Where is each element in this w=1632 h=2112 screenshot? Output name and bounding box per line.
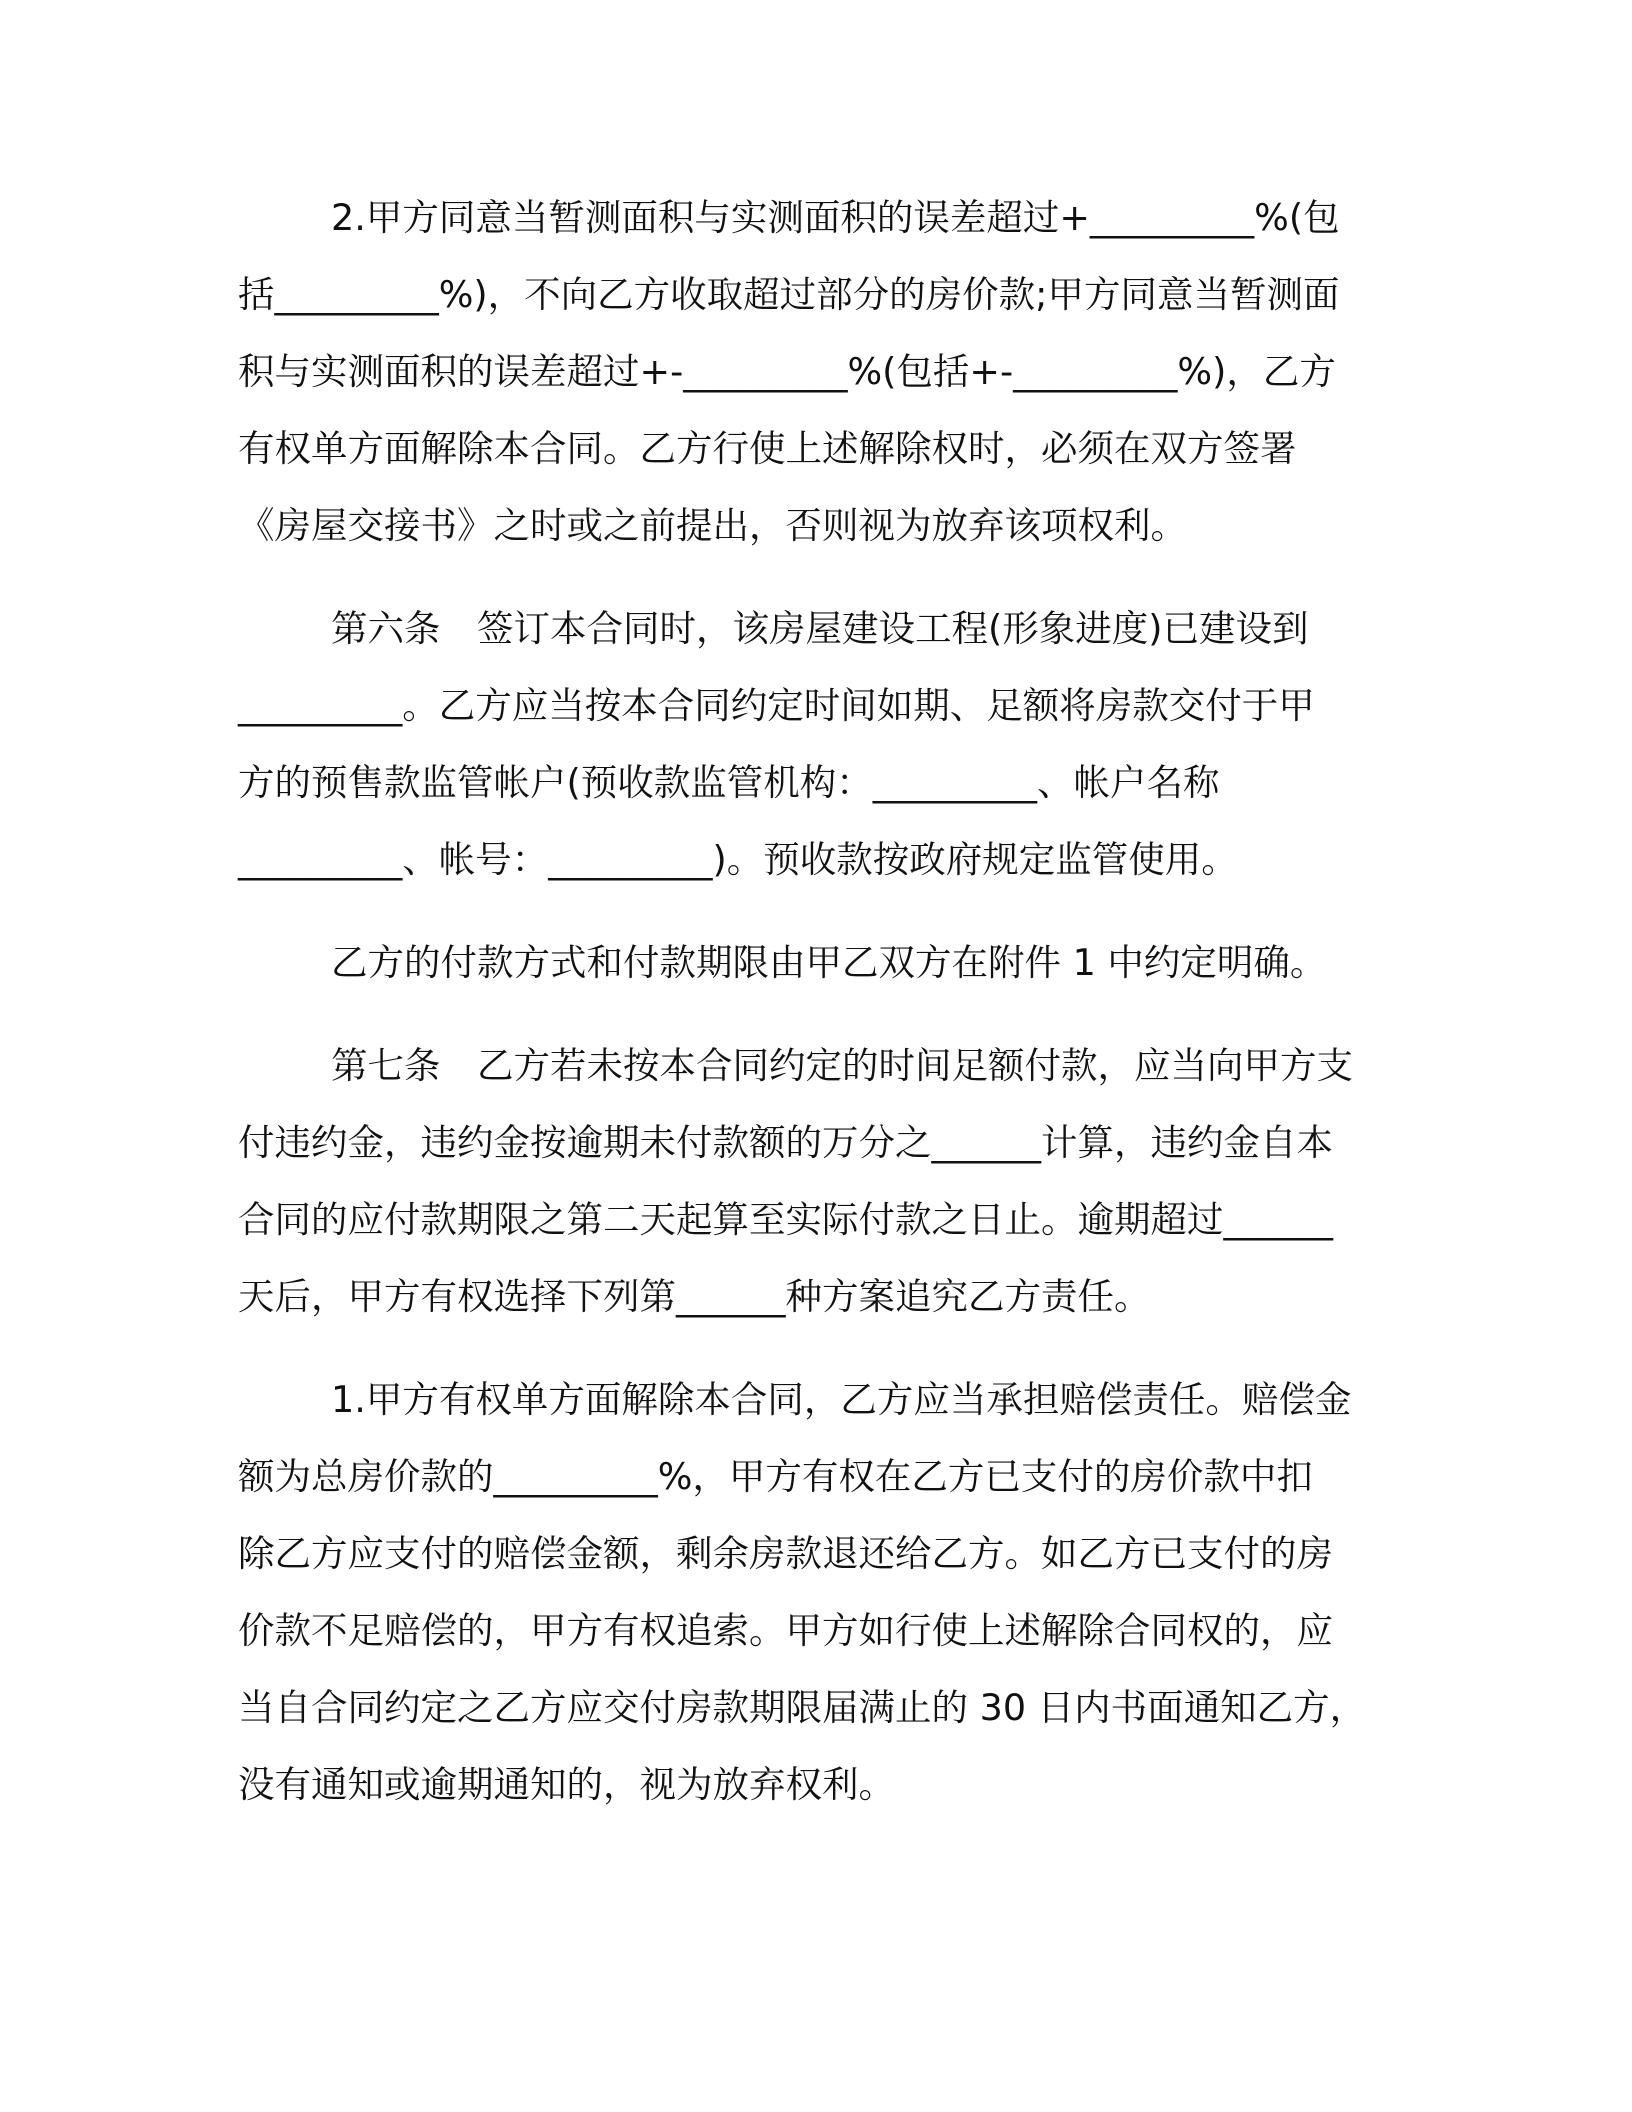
text-line: 天后，甲方有权选择下列第______种方案追究乙方责任。 (238, 1275, 1151, 1318)
text-line: 没有通知或逾期通知的，视为放弃权利。 (238, 1763, 895, 1806)
text-line: 1.甲方有权单方面解除本合同，乙方应当承担赔偿责任。赔偿金 (331, 1378, 1352, 1421)
text-line: 乙方的付款方式和付款期限由甲乙双方在附件 1 中约定明确。 (331, 941, 1327, 984)
text-line: 2.甲方同意当暂测面积与实测面积的误差超过+_________%(包 (331, 196, 1340, 239)
text-line: 除乙方应支付的赔偿金额，剩余房款退还给乙方。如乙方已支付的房 (238, 1532, 1333, 1575)
paragraph-option-1 (238, 1361, 1378, 1823)
text-line: 当自合同约定之乙方应交付房款期限届满止的 30 日内书面通知乙方， (238, 1686, 1367, 1729)
text-line: 额为总房价款的_________%，甲方有权在乙方已支付的房价款中扣 (238, 1455, 1313, 1498)
text-line: 括_________%)，不向乙方收取超过部分的房价款;甲方同意当暂测面 (238, 273, 1340, 316)
text-line: 积与实测面积的误差超过+-_________%(包括+-_________%)，乙方 (238, 350, 1336, 393)
text-line: 合同的应付款期限之第二天起算至实际付款之日止。逾期超过______ (238, 1198, 1333, 1241)
paragraph-payment-method (238, 924, 1378, 1001)
text-line: 第七条 乙方若未按本合同约定的时间足额付款，应当向甲方支 (331, 1044, 1353, 1087)
paragraph-area-error-clause (238, 179, 1378, 564)
text-line: 第六条 签订本合同时，该房屋建设工程(形象进度)已建设到 (331, 607, 1309, 650)
text-line: 价款不足赔偿的，甲方有权追索。甲方如行使上述解除合同权的，应 (238, 1609, 1333, 1652)
text-line: 《房屋交接书》之时或之前提出，否则视为放弃该项权利。 (238, 504, 1187, 547)
text-line: 有权单方面解除本合同。乙方行使上述解除权时，必须在双方签署 (238, 427, 1297, 470)
text-line: 付违约金，违约金按逾期未付款额的万分之______计算，违约金自本 (238, 1121, 1333, 1164)
text-line: _________。乙方应当按本合同约定时间如期、足额将房款交付于甲 (238, 684, 1315, 727)
text-line: _________、帐号：_________)。预收款按政府规定监管使用。 (238, 838, 1238, 881)
paragraph-article-7 (238, 1027, 1378, 1335)
text-line: 方的预售款监管帐户(预收款监管机构：_________、帐户名称 (238, 761, 1220, 804)
paragraph-article-6 (238, 590, 1378, 898)
